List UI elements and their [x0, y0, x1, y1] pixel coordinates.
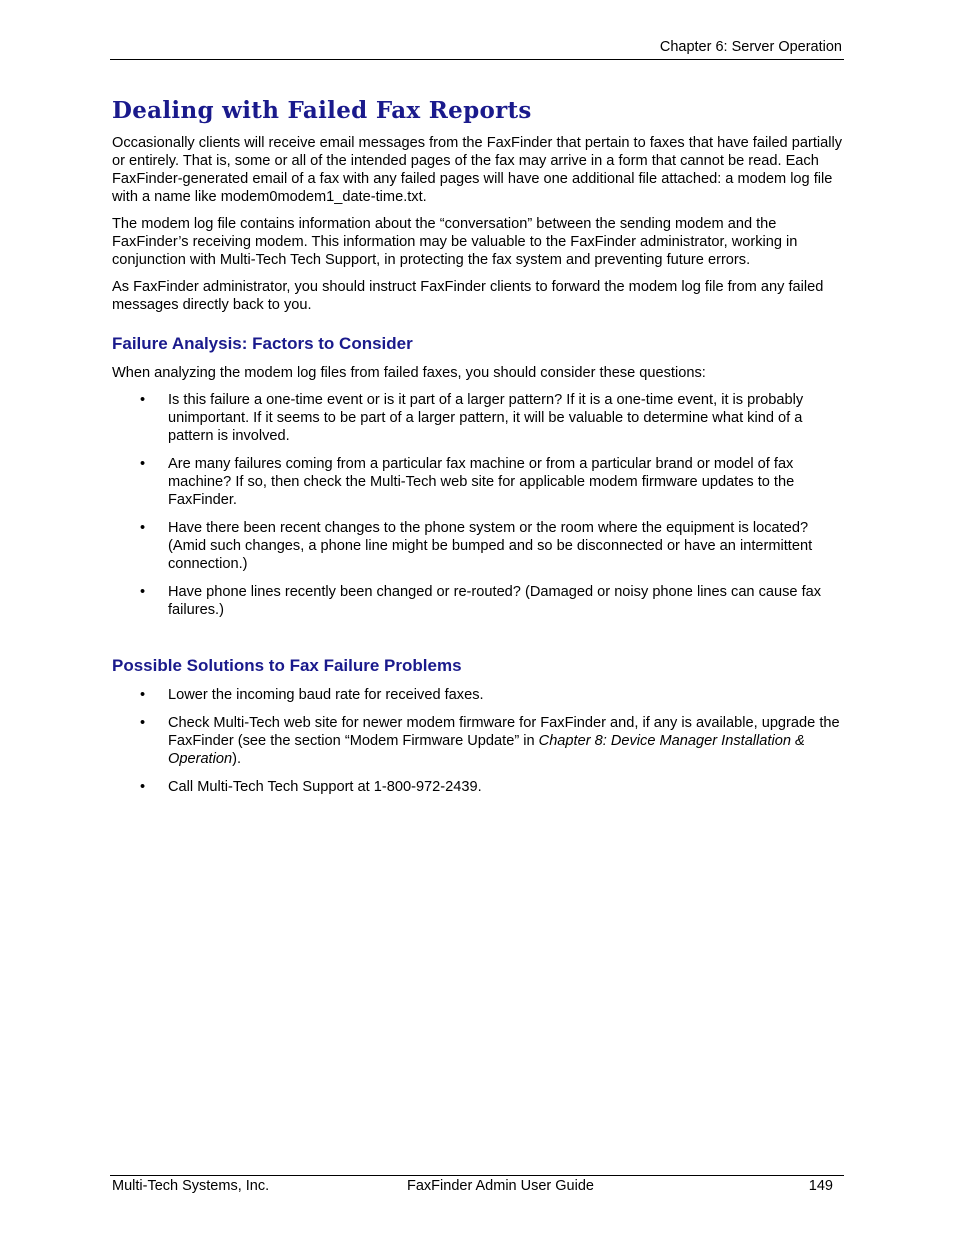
- footer-divider: [110, 1175, 844, 1176]
- list-item-text: Is this failure a one-time event or is it part of a larger pattern? If it is a one-time event, it is probably unimportant. If it seems to be part of a larger pattern, it will be valuable to determine what kind of a pattern is involved.: [168, 392, 804, 444]
- list-item-text: Have phone lines recently been changed or re-routed? (Damaged or noisy phone lines can cause fax failures.): [168, 584, 822, 618]
- bullet-icon: •: [140, 392, 146, 408]
- firmware-solution-end: ).: [232, 751, 242, 767]
- possible-solutions-heading: Possible Solutions to Fax Failure Problems: [112, 656, 462, 675]
- footer-company: Multi-Tech Systems, Inc.: [112, 1178, 270, 1194]
- list-item: [112, 455, 842, 509]
- bullet-icon: •: [140, 456, 146, 472]
- list-item-text: Are many failures coming from a particular fax machine or from a particular brand or model of fax machine? If so, then check the Multi-Tech web site for applicable modem firmware updates to the FaxFinder.: [168, 456, 795, 508]
- list-item: [112, 583, 842, 619]
- bullet-icon: •: [140, 687, 146, 703]
- list-item: [112, 714, 842, 768]
- bullet-icon: •: [140, 584, 146, 600]
- page-title: Dealing with Failed Fax Reports: [112, 97, 532, 124]
- page-content: [112, 96, 842, 806]
- list-item: [112, 686, 842, 704]
- intro-paragraph-1: Occasionally clients will receive email messages from the FaxFinder that pertain to faxes that have failed partially or entirely. That is, some or all of the intended pages of the fax may arrive in a form that cannot be read. Each FaxFinder-generated email of a fax with any failed pages will have one additional file attached: a modem log file with a name like modem0modem1_date-time.txt.: [112, 135, 843, 205]
- list-item-text: [168, 715, 840, 767]
- list-item: [112, 778, 842, 796]
- list-item: [112, 391, 842, 445]
- bullet-icon: •: [140, 779, 146, 795]
- failure-analysis-lead: When analyzing the modem log files from failed faxes, you should consider these questions:: [112, 365, 706, 381]
- list-item-text: Call Multi-Tech Tech Support at 1-800-972-2439.: [168, 779, 482, 795]
- header-divider: [110, 59, 844, 60]
- list-item-text: Lower the incoming baud rate for received faxes.: [168, 687, 484, 703]
- failure-analysis-heading: Failure Analysis: Factors to Consider: [112, 334, 413, 353]
- firmware-solution-text: Check Multi-Tech web site for newer modem firmware for FaxFinder and, if any is available, upgrade the FaxFinder (see the section “Modem Firmware Update” in: [168, 715, 840, 749]
- chapter-reference: Chapter 8: Device Manager Installation & Operation: [168, 733, 805, 767]
- chapter-header: Chapter 6: Server Operation: [659, 39, 842, 55]
- list-item-text: Have there been recent changes to the phone system or the room where the equipment is located? (Amid such changes, a phone line might be bumped and so be disconnected or have an intermittent connection.): [168, 520, 813, 572]
- bullet-icon: •: [140, 715, 146, 731]
- bullet-icon: •: [140, 520, 146, 536]
- footer-guide-title: FaxFinder Admin User Guide: [407, 1178, 594, 1194]
- list-item: [112, 519, 842, 573]
- intro-paragraph-2: The modem log file contains information about the “conversation” between the sending modem and the FaxFinder’s receiving modem. This information may be valuable to the FaxFinder administrator, working in conjunction with Multi-Tech Tech Support, in protecting the fax system and preventing future errors.: [112, 216, 798, 268]
- intro-paragraph-3: As FaxFinder administrator, you should instruct FaxFinder clients to forward the modem log file from any failed messages directly back to you.: [112, 279, 824, 313]
- possible-solutions-list: [112, 686, 842, 796]
- failure-analysis-list: [112, 391, 842, 619]
- footer-page-number: 149: [808, 1178, 833, 1194]
